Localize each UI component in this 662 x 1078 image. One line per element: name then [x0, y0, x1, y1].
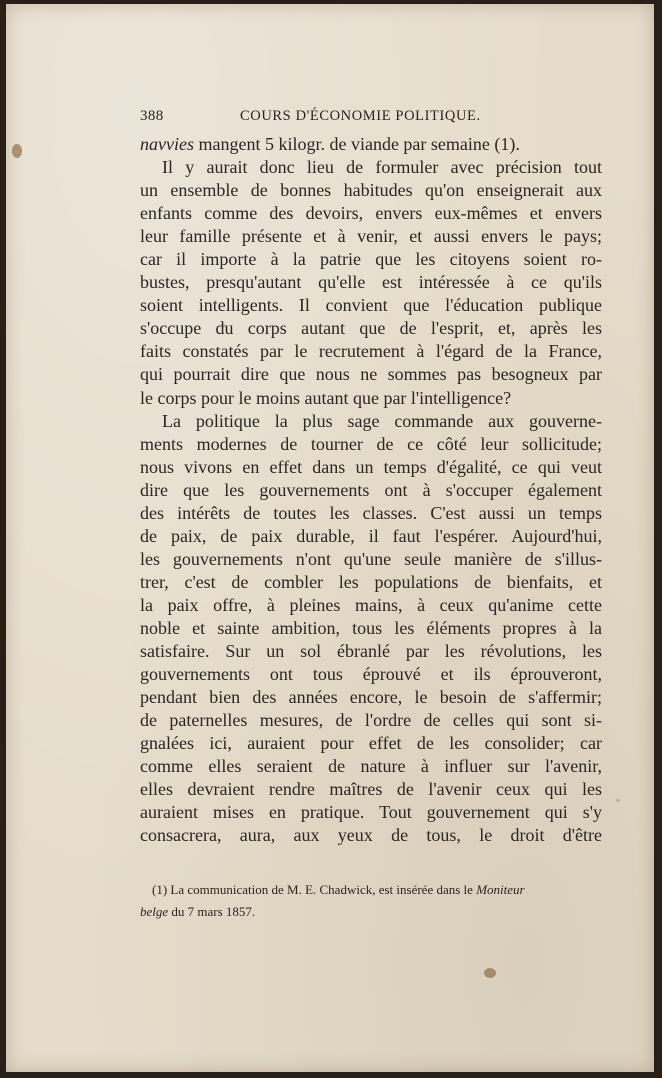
text-line: [140, 548, 602, 571]
line-text: noble et sainte ambition, tous les éléments propres à la: [140, 617, 602, 638]
footnote-line: [140, 901, 602, 923]
footnote: [140, 879, 602, 923]
line-text: La politique la plus sage commande aux gouverne-: [162, 410, 602, 431]
text-line: [140, 640, 602, 663]
line-text: elles devraient rendre maîtres de l'avenir ceux qui les: [140, 779, 602, 800]
line-text: soient intelligents. Il convient que l'éducation publique: [140, 295, 602, 316]
page-number: 388: [140, 108, 164, 124]
footnote-italic: Moniteur: [476, 882, 525, 897]
text-line: [140, 156, 602, 179]
text-line: [140, 824, 602, 847]
text-line: [140, 387, 602, 410]
line-text: bustes, presqu'autant qu'elle est intéressée à ce qu'ils: [140, 272, 602, 293]
text-line: [140, 801, 602, 824]
line-text: ments modernes de tourner de ce côté leur sollicitude;: [140, 433, 602, 454]
text-line: [140, 709, 602, 732]
text-line: [140, 271, 602, 294]
line-text: un ensemble de bonnes habitudes qu'on enseignerait aux: [140, 180, 602, 201]
text-line: [140, 755, 602, 778]
text-line: [140, 433, 602, 456]
italic-word: navvies: [140, 134, 194, 154]
text-line: [140, 594, 602, 617]
text-line: [140, 778, 602, 801]
line-text: gouvernements ont tous éprouvé et ils éprouveront,: [140, 664, 602, 685]
line-text: les gouvernements n'ont qu'une seule manière de s'illus-: [140, 548, 602, 569]
text-line: [140, 363, 602, 386]
foxing-stain: [616, 799, 620, 802]
text-line: [140, 179, 602, 202]
book-page: [6, 4, 654, 1072]
line-text: nous vivons en effet dans un temps d'égalité, ce qui veut: [140, 456, 602, 477]
text-line: [140, 294, 602, 317]
text-line: [140, 340, 602, 363]
text-line: [140, 317, 602, 340]
footnote-text: (1) La communication de M. E. Chadwick, est insérée dans le: [152, 882, 477, 897]
text-line: [140, 571, 602, 594]
text-line: [140, 479, 602, 502]
line-text: enfants comme des devoirs, envers eux-mêmes et envers: [140, 203, 602, 224]
text-line: [140, 502, 602, 525]
line-text: satisfaire. Sur un sol ébranlé par les révolutions, les: [140, 641, 602, 662]
line-text: leur famille présente et à venir, et aussi envers le pays;: [140, 226, 602, 247]
text-line: [140, 225, 602, 248]
text-line: [140, 248, 602, 271]
line-text: des intérêts de toutes les classes. C'est aussi un temps: [140, 502, 602, 523]
line-text: de paix, de paix durable, il faut l'espérer. Aujourd'hui,: [140, 525, 602, 546]
line-text: dire que les gouvernements ont à s'occuper également: [140, 479, 602, 500]
line-text: le corps pour le moins autant que par l'intelligence?: [140, 387, 512, 408]
page-header: [140, 108, 602, 134]
line-text: la paix offre, à pleines mains, à ceux qu'anime cette: [140, 594, 602, 615]
line-text: gnalées ici, auraient pour effet de les consolider; car: [140, 733, 602, 754]
footnote-line: [140, 879, 602, 901]
line-text: comme elles seraient de nature à influer sur l'avenir,: [140, 756, 602, 777]
line-text: auraient mises en pratique. Tout gouvernement qui s'y: [140, 802, 602, 823]
text-line: [140, 686, 602, 709]
text-line: [140, 133, 602, 156]
footnote-italic: belge: [140, 904, 169, 919]
text-line: [140, 663, 602, 686]
text-line: [140, 410, 602, 433]
line-text: mangent 5 kilogr. de viande par semaine (1).: [193, 134, 520, 154]
body-text: [140, 133, 602, 847]
running-title: COURS D'ÉCONOMIE POLITIQUE.: [240, 108, 481, 124]
line-text: car il importe à la patrie que les citoyens soient ro-: [140, 249, 602, 270]
text-line: [140, 617, 602, 640]
footnote-text: du 7 mars 1857.: [168, 904, 256, 919]
foxing-stain: [12, 144, 22, 158]
foxing-stain: [484, 968, 496, 978]
text-line: [140, 202, 602, 225]
line-text: consacrera, aura, aux yeux de tous, le droit d'être: [140, 825, 602, 846]
line-text: pendant bien des années encore, le besoin de s'affermir;: [140, 687, 602, 708]
text-line: [140, 456, 602, 479]
line-text: s'occupe du corps autant que de l'esprit, et, après les: [140, 318, 602, 339]
line-text: Il y aurait donc lieu de formuler avec précision tout: [162, 157, 602, 178]
line-text: trer, c'est de combler les populations de bienfaits, et: [140, 571, 602, 592]
text-line: [140, 525, 602, 548]
line-text: de paternelles mesures, de l'ordre de celles qui sont si-: [140, 710, 602, 731]
line-text: qui pourrait dire que nous ne sommes pas besogneux par: [140, 364, 602, 385]
line-text: faits constatés par le recrutement à l'égard de la France,: [140, 341, 602, 362]
text-line: [140, 732, 602, 755]
